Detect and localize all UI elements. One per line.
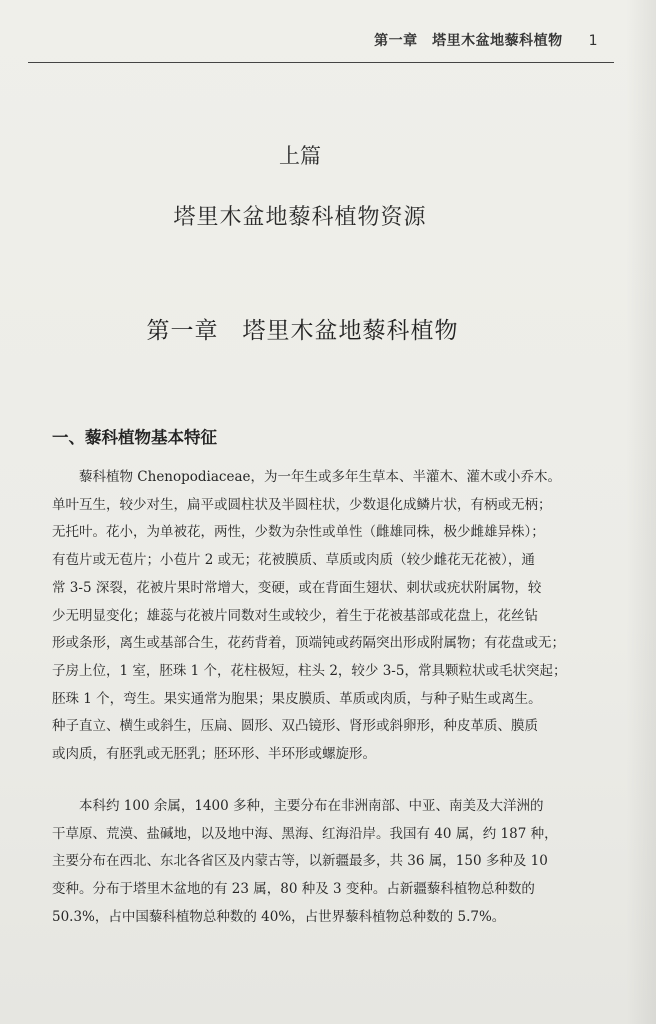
text-line: 种子直立、横生或斜生，压扁、圆形、双凸镜形、肾形或斜卵形，种皮革质、膜质 bbox=[52, 718, 538, 735]
part-label: 上篇 bbox=[279, 144, 321, 168]
running-header bbox=[374, 30, 598, 50]
paragraph-1 bbox=[52, 464, 594, 769]
text-line: 无托叶。花小，为单被花，两性，少数为杂性或单性（雌雄同株，极少雌雄异株）； bbox=[52, 524, 545, 541]
text-line: 或肉质，有胚乳或无胚乳；胚环形、半环形或螺旋形。 bbox=[52, 746, 376, 763]
chapter-number: 第一章 bbox=[146, 318, 219, 344]
text-line: 胚珠 1 个，弯生。果实通常为胞果；果皮膜质、革质或肉质，与种子贴生或离生。 bbox=[52, 690, 542, 707]
chapter-title: 塔里木盆地藜科植物 bbox=[242, 318, 459, 344]
text-line: 子房上位，1 室，胚珠 1 个，花柱极短，柱头 2，较少 3-5，常具颗粒状或毛状突起； bbox=[52, 662, 567, 679]
text-line: 50.3%，占中国藜科植物总种数的 40%，占世界藜科植物总种数的 5.7%。 bbox=[52, 908, 506, 925]
paragraph-2 bbox=[52, 793, 594, 932]
text-line: 少无明显变化；雄蕊与花被片同数对生或较少，着生于花被基部或花盘上，花丝钻 bbox=[52, 607, 538, 624]
text-line: 形或条形，离生或基部合生，花药背着，顶端钝或药隔突出形成附属物；有花盘或无； bbox=[52, 635, 565, 652]
text-line: 主要分布在西北、东北各省区及内蒙古等，以新疆最多，共 36 属，150 多种及 10 bbox=[52, 853, 548, 870]
text-line: 单叶互生，较少对生，扁平或圆柱状及半圆柱状，少数退化成鳞片状，有柄或无柄； bbox=[52, 496, 552, 513]
page-number: 1 bbox=[588, 33, 598, 49]
text-line: 藜科植物 Chenopodiaceae，为一年生或多年生草本、半灌木、灌木或小乔木。 bbox=[79, 469, 561, 485]
text-line: 有苞片或无苞片；小苞片 2 或无；花被膜质、草质或肉质（较少雌花无花被），通 bbox=[52, 552, 535, 569]
header-rule bbox=[28, 62, 614, 63]
text-line: 常 3-5 深裂，花被片果时常增大，变硬，或在背面生翅状、刺状或疣状附属物，较 bbox=[52, 579, 542, 596]
chapter-heading bbox=[0, 312, 605, 345]
text-line: 变种。分布于塔里木盆地的有 23 属，80 种及 3 变种。占新疆藜科植物总种数的 bbox=[52, 881, 535, 898]
running-header-title: 第一章 塔里木盆地藜科植物 bbox=[374, 33, 563, 49]
page-curve-shadow bbox=[626, 0, 656, 1024]
section-heading: 一、藜科植物基本特征 bbox=[52, 428, 217, 447]
text-line: 干草原、荒漠、盐碱地，以及地中海、黑海、红海沿岸。我国有 40 属，约 187 种， bbox=[52, 825, 558, 842]
text-line: 本科约 100 余属，1400 多种，主要分布在非洲南部、中亚、南美及大洋洲的 bbox=[79, 798, 544, 814]
part-title: 塔里木盆地藜科植物资源 bbox=[173, 205, 427, 230]
